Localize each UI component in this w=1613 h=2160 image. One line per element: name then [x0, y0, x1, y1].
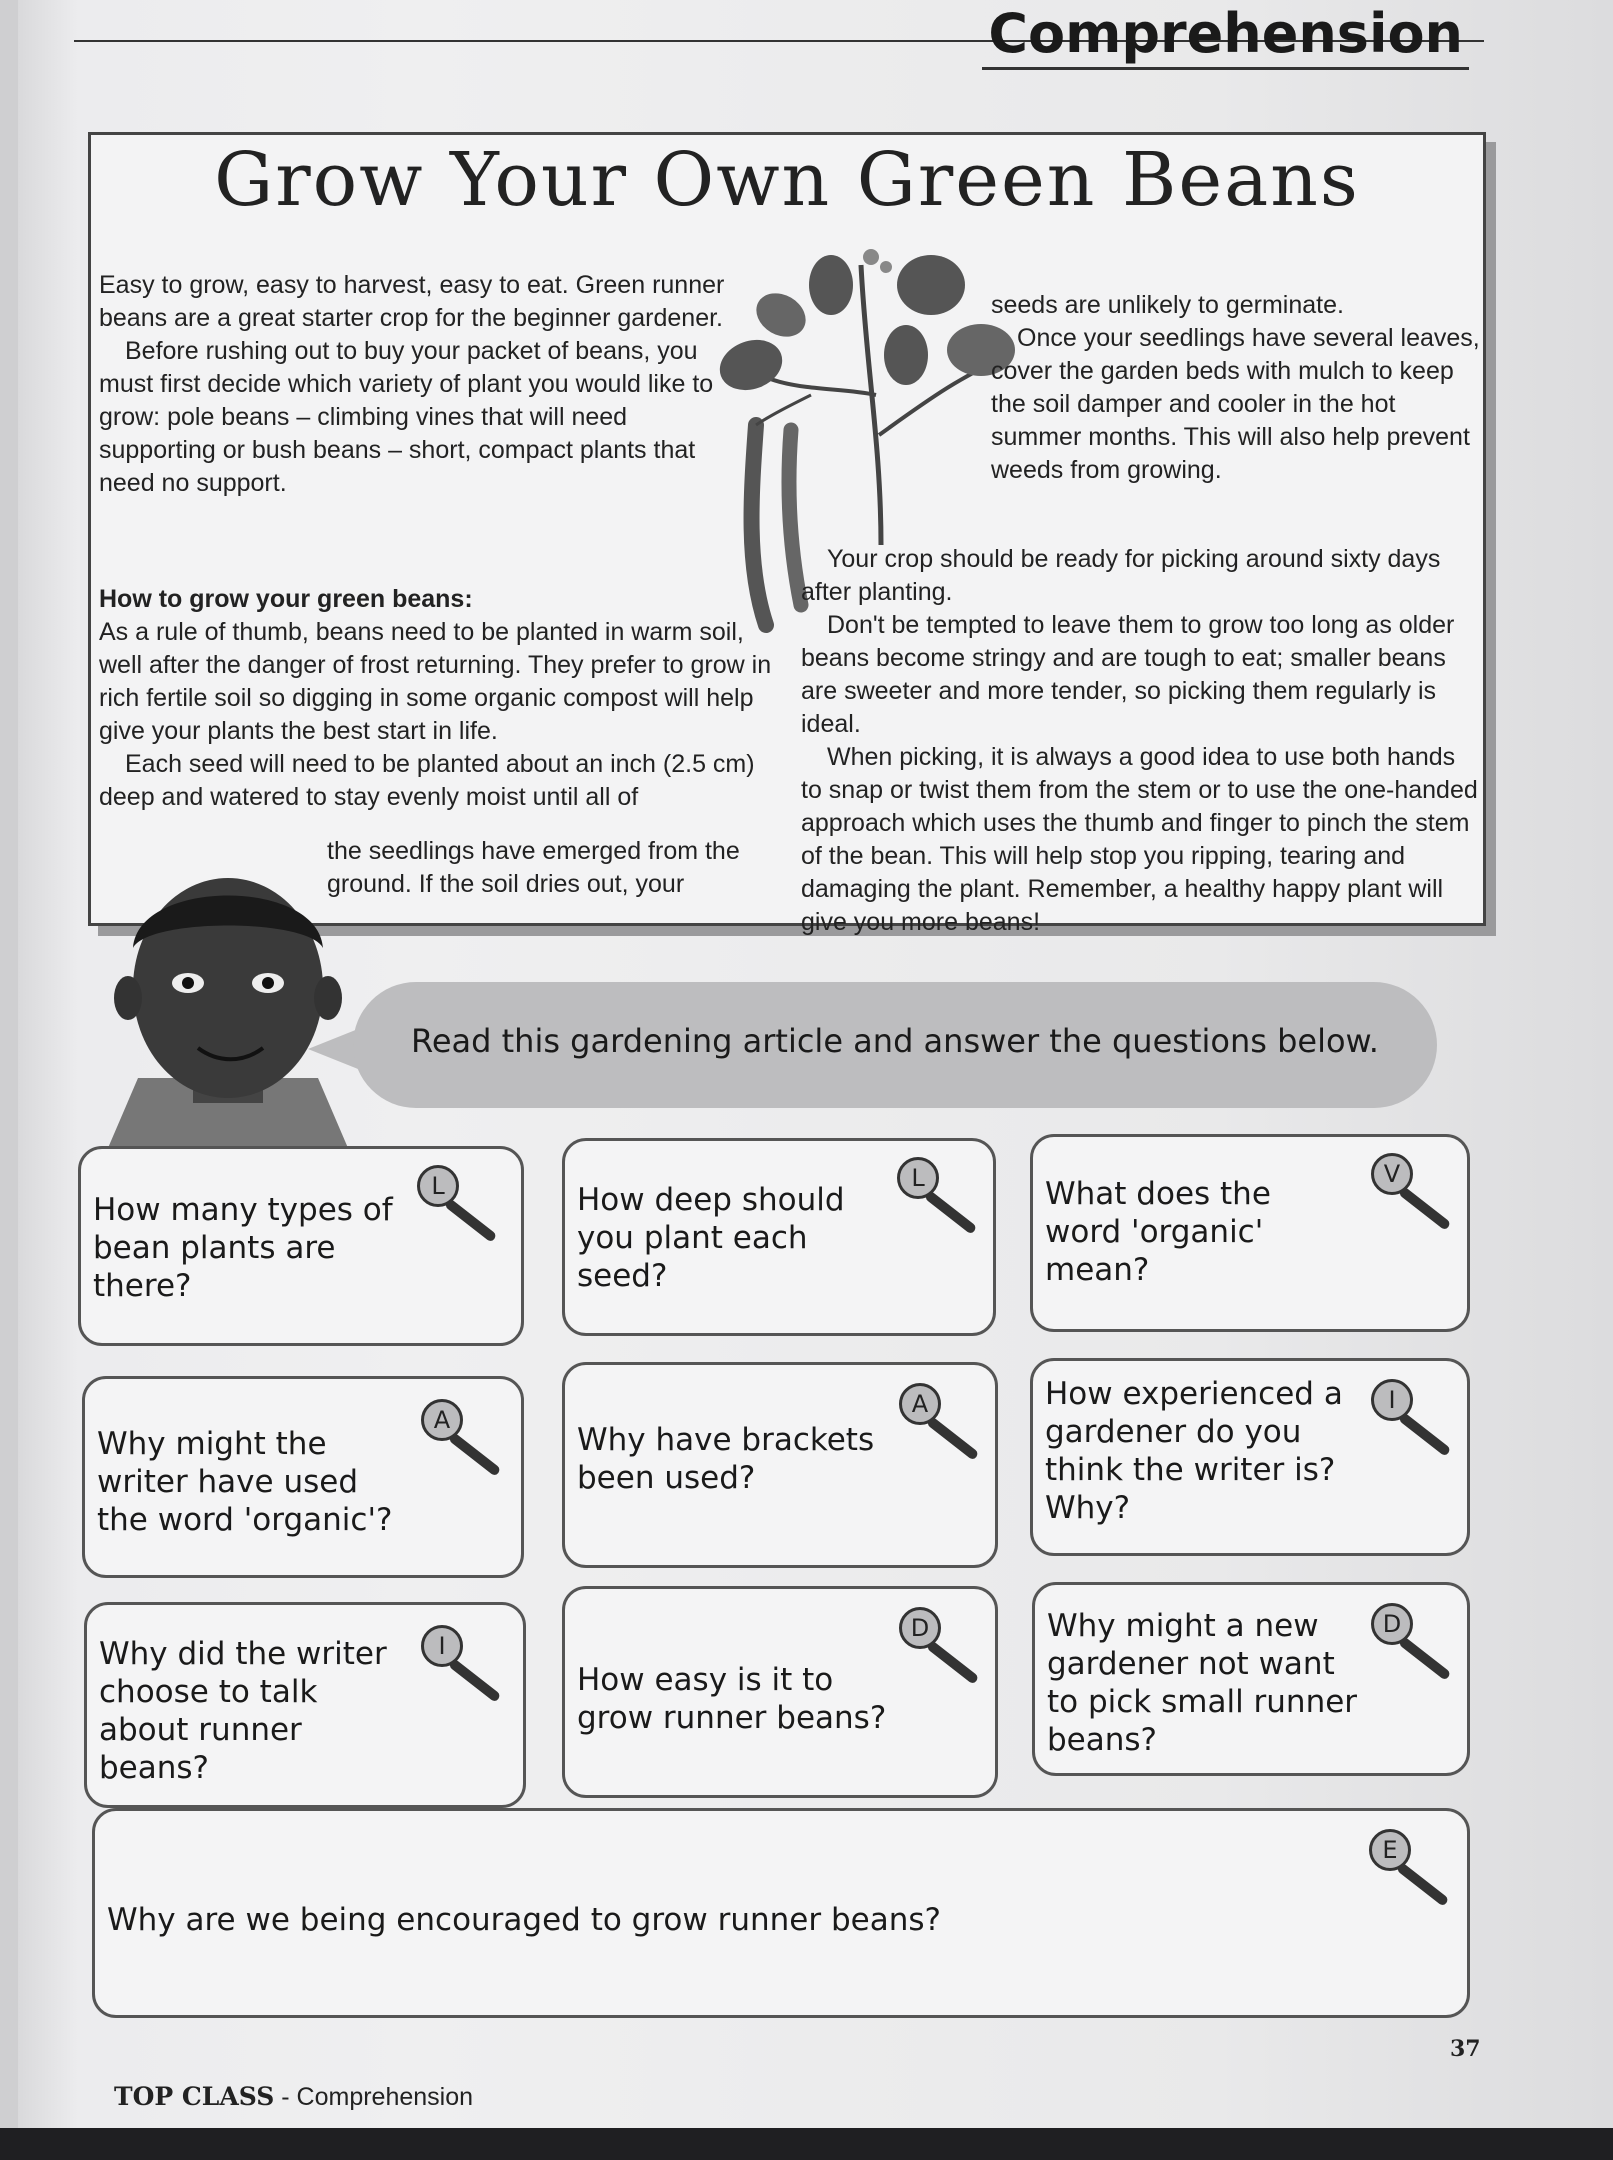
question-card[interactable] — [78, 1146, 524, 1346]
right-lower-paragraph-2: Don't be tempted to leave them to grow too long as older beans become stringy and are tough to eat; smaller beans are sweeter and more tender, so picking them regularly is ideal. — [801, 611, 1455, 738]
right-upper-paragraph-2: Once your seedlings have several leaves, cover the garden beds with mulch to keep the soil damper and cooler in the hot summer months. This will also help prevent weeds from growing. — [991, 324, 1480, 484]
magnifier-icon — [444, 1198, 497, 1243]
skill-badge: V — [1371, 1153, 1413, 1195]
magnifier-icon — [924, 1190, 977, 1235]
magnifier-icon — [1398, 1412, 1451, 1457]
question-card[interactable] — [1030, 1134, 1470, 1332]
question-text: How easy is it to grow runner beans? — [577, 1662, 887, 1736]
article-right-upper — [991, 289, 1481, 487]
skill-badge: A — [899, 1383, 941, 1425]
question-text: Why did the writer choose to talk about runner beans? — [99, 1636, 387, 1786]
question-card[interactable] — [1032, 1582, 1470, 1776]
intro-paragraph-2: Before rushing out to buy your packet of beans, you must first decide which variety of plant you would like to grow: pole beans – climbing vines that will need supporting or bush beans – short, compact plants that need no support. — [99, 337, 714, 497]
skill-badge: D — [899, 1607, 941, 1649]
question-text: What does the word 'organic' mean? — [1045, 1176, 1271, 1288]
skill-badge: E — [1369, 1829, 1411, 1871]
magnifier-icon — [1398, 1186, 1451, 1231]
how-to-heading: How to grow your green beans: — [99, 585, 473, 613]
magnifier-icon — [1396, 1862, 1449, 1907]
question-text: Why have brackets been used? — [577, 1422, 875, 1496]
question-text: How experienced a gardener do you think the writer is? Why? — [1045, 1376, 1343, 1526]
skill-badge: I — [421, 1625, 463, 1667]
magnifier-icon — [448, 1658, 501, 1703]
workbook-page — [18, 0, 1613, 2160]
magnifier-icon — [1398, 1636, 1451, 1681]
question-text: How many types of bean plants are there? — [93, 1192, 393, 1304]
page-header-title: Comprehension — [982, 2, 1469, 70]
question-card[interactable] — [562, 1138, 996, 1336]
skill-badge: L — [417, 1165, 459, 1207]
page-number: 37 — [1450, 2036, 1481, 2062]
skill-badge: D — [1371, 1603, 1413, 1645]
question-card-wide[interactable] — [92, 1808, 1470, 2018]
article-intro — [99, 269, 749, 500]
right-upper-paragraph-1: seeds are unlikely to germinate. — [991, 291, 1344, 319]
boy-character-illustration — [78, 848, 378, 1148]
magnifier-icon — [448, 1432, 501, 1477]
left-tail-text: the seedlings have emerged from the ground. If the soil dries out, your — [327, 837, 740, 898]
question-text: Why might a new gardener not want to pick small runner beans? — [1047, 1608, 1358, 1758]
instruction-text: Read this gardening article and answer the questions below. — [411, 1022, 1379, 1060]
footer-brand: TOP CLASS — [114, 2082, 275, 2111]
question-card[interactable] — [1030, 1358, 1470, 1556]
how-to-paragraph-1: As a rule of thumb, beans need to be planted in warm soil, well after the danger of frost returning. They prefer to grow in rich fertile soil so digging in some organic compost will help give your plants the best start in life. — [99, 618, 772, 745]
right-lower-paragraph-1: Your crop should be ready for picking around sixty days after planting. — [801, 545, 1441, 606]
article-box — [88, 132, 1486, 936]
skill-badge: L — [897, 1157, 939, 1199]
intro-paragraph-1: Easy to grow, easy to harvest, easy to eat. Green runner beans are a great starter crop for the beginner gardener. — [99, 271, 725, 332]
right-lower-paragraph-3: When picking, it is always a good idea to use both hands to snap or twist them from the stem or to use the one-handed approach which uses the thumb and finger to pinch the stem of the bean. This will help stop you ripping, tearing and damaging the plant. Remember, a healthy happy plant will give you more beans! — [801, 743, 1478, 936]
question-card[interactable] — [562, 1586, 998, 1798]
footer-separator: - — [274, 2083, 297, 2111]
skill-badge: A — [421, 1399, 463, 1441]
footer-section: Comprehension — [296, 2083, 474, 2111]
magnifier-icon — [926, 1416, 979, 1461]
how-to-paragraph-2: Each seed will need to be planted about an inch (2.5 cm) deep and watered to stay evenly moist until all of — [99, 750, 755, 811]
how-to-section — [99, 571, 779, 814]
magnifier-icon — [926, 1640, 979, 1685]
footer — [114, 2082, 473, 2112]
question-card[interactable] — [82, 1376, 524, 1578]
question-card[interactable] — [84, 1602, 526, 1808]
question-text: Why might the writer have used the word 'organic'? — [97, 1426, 393, 1538]
question-text: Why are we being encouraged to grow runner beans? — [107, 1902, 941, 1938]
desk-surface — [0, 2128, 1613, 2160]
question-card[interactable] — [562, 1362, 998, 1568]
article-left-tail — [327, 835, 767, 901]
speech-bubble — [353, 982, 1437, 1108]
article-right-lower — [801, 543, 1481, 939]
article-title: Grow Your Own Green Beans — [214, 137, 1360, 223]
skill-badge: I — [1371, 1379, 1413, 1421]
question-text: How deep should you plant each seed? — [577, 1182, 845, 1294]
